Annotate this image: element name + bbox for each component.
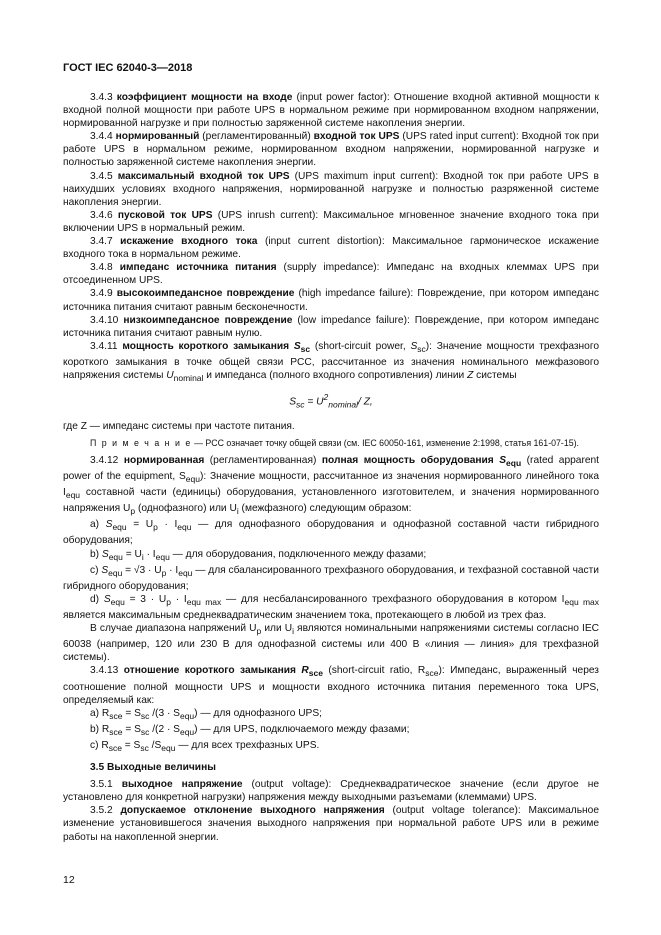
paragraph-3-4-13: 3.4.13 отношение короткого замыкания $R_{sce}$ (short-circuit ratio, $R_{sce}$): Импеданс, выраженный через соотношение полной мощности UPS и мощности входного источника питания переменного тока UPS, определяемый как: (63, 665, 599, 706)
paragraph-3-5-1: 3.5.1 выходное напряжение (output voltage): Среднеквадратическое значение (если другое не установлено для конкретной нагрузки) напряжения между выходными разъемами (клеммами) UPS. (63, 779, 599, 804)
list-item-b: b) $S_{equ} = U_i \cdot I_{equ}$ — для оборудования, подключенного между фазами; (90, 548, 427, 562)
document-header: ГОСТ IEC 62040-3—2018 (63, 62, 193, 74)
page-content (63, 91, 599, 844)
ratio-item-b: b) $R_{sce} = S_{sc}$ $/(2 \cdot S_{equ})$ — для UPS, подключаемого между фазами; (90, 723, 410, 737)
paragraph-3-4-4: 3.4.4 нормированный (регламентированный) входной ток UPS (UPS rated input current): Входной ток при работе UPS в нормальном режиме, нормированном входном напряжении, нормированной нагрузке и полностью заряженной системе накопления энергии. (63, 131, 600, 169)
paragraph-3-4-6: 3.4.6 пусковой ток UPS (UPS inrush current): Максимальное мгновенное значение входного тока при включении UPS в нормальный режим. (63, 209, 599, 234)
paragraph-3-5-2: 3.5.2 допускаемое отклонение выходного напряжения (output voltage tolerance): Максимальное изменение установившегося значения выходного напряжения при нормальной работе UPS или в режиме работы на накопленной энергии. (63, 805, 599, 843)
paragraph-3-4-8: 3.4.8 импеданс источника питания (supply impedance): Импеданс на входных клеммах UPS при отсоединенном UPS. (63, 262, 599, 287)
paragraph-3-4-11: 3.4.11 мощность короткого замыкания $S_{sc}$ (short-circuit power, $S_{sc}$): Значение мощности трехфазного короткого замыкания в точке общей связи PCC, рассчитанное из значения номинального межфазового напряжения системы $U_{nominal}$ и импеданса (полного входного сопротивления) линии Z системы (63, 340, 600, 384)
list-item-c: c) $S_{equ} = √3 \cdot U_p \cdot I_{equ}$ — для сбалансированного трехфазного оборудования, и техфазной составной части гибридного оборудования; (63, 564, 599, 592)
list-item-a: a) $S_{equ} = U_p \cdot I_{equ}$ — для однофазного оборудования и однофазной составной части гибридного оборудования; (63, 519, 599, 547)
paragraph-3-4-7: 3.4.7 искажение входного тока (input current distortion): Максимальное гармоническое искажение входного тока в нормальном режиме. (63, 236, 599, 261)
paragraph-3-4-9: 3.4.9 высокоимпедансное повреждение (high impedance failure): Повреждение, при котором импеданс источника питания считают равным бесконечности. (63, 288, 599, 313)
paragraph-3-4-10: 3.4.10 низкоимпедансное повреждение (low impedance failure): Повреждение, при котором импеданс источника питания считают равным нулю. (63, 314, 599, 339)
where-clause: где Z — импеданс системы при частоте питания. (63, 420, 295, 432)
list-item-d: d) $S_{equ} = 3 \cdot U_p \cdot I_{equ max}$ — для несбалансированного трехфазного оборудования в котором $I_{equ max}$ является максимальным среднеквадратическим значением тока, протекающего в любой из трех фаз. (63, 593, 600, 622)
ratio-item-c: c) $R_{sce} = S_{sc}$ $/S_{equ}$ — для всех трехфазных UPS. (90, 739, 320, 754)
ratio-item-a: a) $R_{sce} = S_{sc}$ $/(3 \cdot S_{equ})$ — для однофазного UPS; (90, 707, 322, 721)
paragraph-3-4-3: 3.4.3 коэффициент мощности на входе (input power factor): Отношение входной активной мощности к входной полной мощности при работе UPS в нормальном режиме при нормированном входном напряжении, нормированной нагрузке и при полностью заряженной системе накопления энергии. (63, 92, 599, 130)
note: П р и м е ч а н и е — PCC означает точку общей связи (см. IEC 60050-161, изменение 2:1998, статья 161-07-15). (90, 437, 580, 448)
section-heading-3-5: 3.5 Выходные величины (90, 762, 216, 774)
formula-ssc: $S_{sc} = U^2_{nominal}/$ Z, (289, 392, 373, 410)
paragraph-3-4-5: 3.4.5 максимальный входной ток UPS (UPS maximum input current): Входной ток при работе UPS в наихудших условиях входного напряжения, нормированной нагрузке и полностью разряженной системе накопления энергии. (63, 170, 599, 208)
mixed-voltage-paragraph: В случае диапазона напряжений $U_p$ или $U_i$ являются номинальными напряжениями системы согласно IEC 60038 (например, 120 или 230 В для однофазной системы или 400 В «линия — линия» для трехфазной системы). (63, 623, 600, 664)
page-number: 12 (63, 874, 75, 886)
paragraph-3-4-12: 3.4.12 нормированная (регламентированная) полная мощность оборудования $S_{equ}$ (rated apparent power of the equipment, $S_{equ}$): Значение мощности, рассчитанное из значения нормированного линейного тока $I_{equ}$ составной части (единицы) оборудования, установленного изготовителем, и значения нормированного напряжения $U_p$ (однофазного) или $U_i$ (межфазного) следующим образом: (63, 454, 599, 517)
